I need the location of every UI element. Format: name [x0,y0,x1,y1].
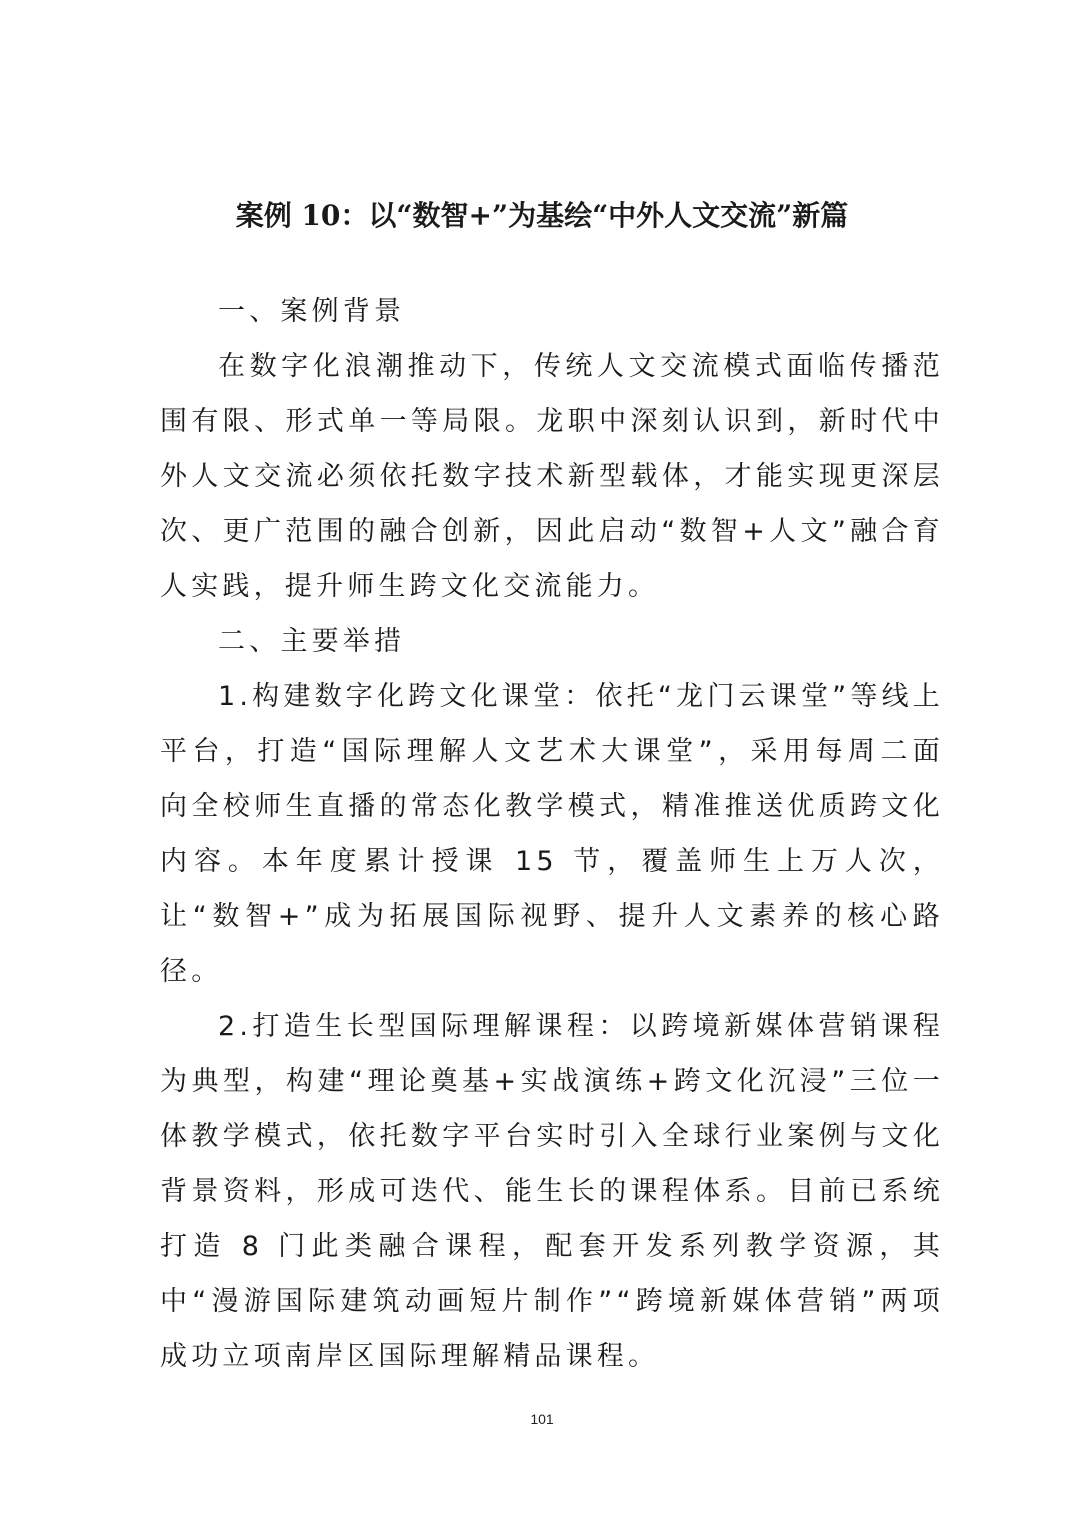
page-number: 101 [530,1411,554,1427]
document-title: 案例 10：以“数智+”为基绘“中外人文交流”新篇 [235,199,849,232]
document-body [160,284,944,1384]
section-heading-background: 一、案例背景 [218,296,406,327]
section-heading-measures: 二、主要举措 [218,626,406,657]
measure-paragraph-1: 1.构建数字化跨文化课堂：依托“龙门云课堂”等线上平台，打造“国际理解人文艺术大课堂”，采用每周二面向全校师生直播的常态化教学模式，精准推送优质跨文化内容。本年度累计授课 15 节，覆盖师生上万人次，让“数智+”成为拓展国际视野、提升人文素养的核心路径。 [160,681,944,987]
measure-paragraph-2: 2.打造生长型国际理解课程：以跨境新媒体营销课程为典型，构建“理论奠基+实战演练+跨文化沉浸”三位一体教学模式，依托数字平台实时引入全球行业案例与文化背景资料，形成可迭代、能生长的课程体系。目前已系统打造 8 门此类融合课程，配套开发系列教学资源，其中“漫游国际建筑动画短片制作”“跨境新媒体营销”两项成功立项南岸区国际理解精品课程。 [160,1011,944,1372]
background-paragraph: 在数字化浪潮推动下，传统人文交流模式面临传播范围有限、形式单一等局限。龙职中深刻认识到，新时代中外人文交流必须依托数字技术新型载体，才能实现更深层次、更广范围的融合创新，因此启动“数智+人文”融合育人实践，提升师生跨文化交流能力。 [160,351,944,602]
